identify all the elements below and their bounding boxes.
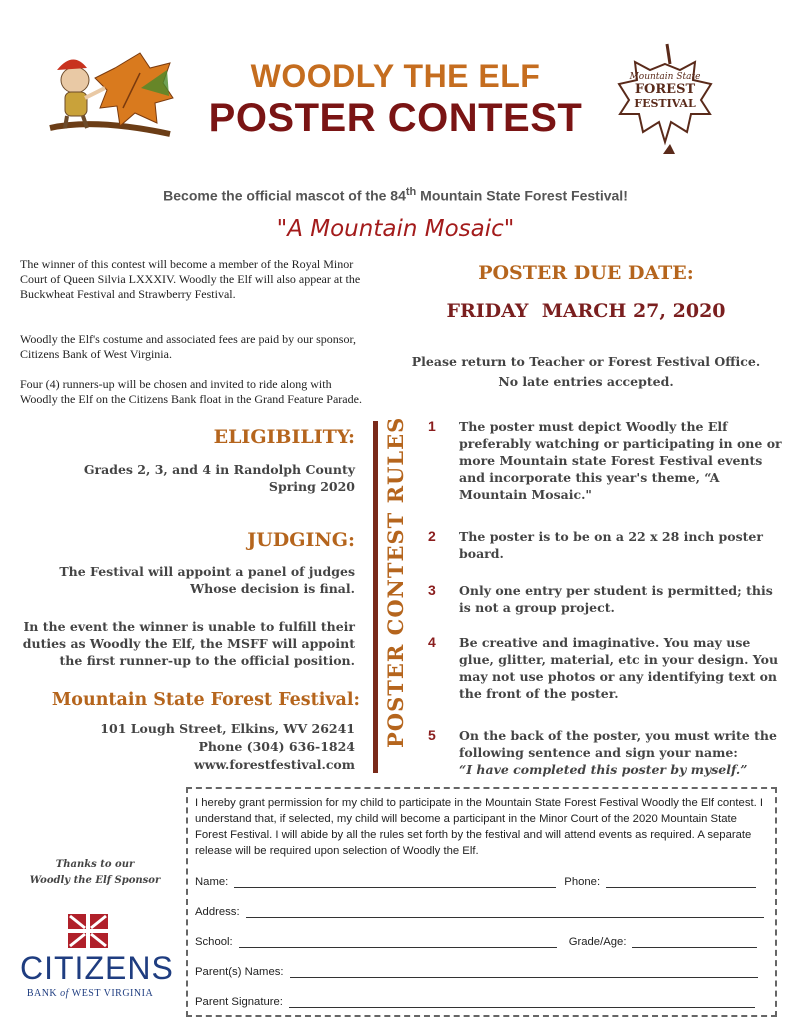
rule-text: The poster is to be on a 22 x 28 inch poster board.	[459, 529, 763, 561]
rule-number: 4	[428, 634, 436, 650]
grade-label: Grade/Age:	[568, 936, 627, 948]
parents-field[interactable]	[290, 966, 758, 978]
logo-line1: Mountain State	[629, 72, 701, 82]
return-line1: Please return to Teacher or Forest Festival Office.	[411, 354, 761, 369]
name-label: Name:	[195, 876, 229, 888]
festival-phone: Phone (304) 636-1824	[198, 739, 355, 754]
runners-up-paragraph: Four (4) runners-up will be chosen and invited to ride along with Woodly the Elf on the Citizens Bank float in the Grand Feature Parade.	[20, 377, 362, 406]
festival-website[interactable]: www.forestfestival.com	[194, 757, 355, 772]
title-line2: POSTER CONTEST	[208, 96, 583, 140]
intro-line: Become the official mascot of the 84th Mountain State Forest Festival!	[163, 186, 628, 204]
judging-line2: Whose decision is final.	[190, 581, 355, 596]
grade-field[interactable]	[632, 936, 757, 948]
rules-divider	[373, 421, 378, 773]
title-line1: WOODLY THE ELF	[250, 58, 541, 94]
phone-label: Phone:	[564, 876, 601, 888]
phone-field[interactable]	[606, 876, 756, 888]
school-field[interactable]	[239, 936, 557, 948]
eligibility-line1: Grades 2, 3, and 4 in Randolph County	[83, 462, 355, 477]
logo-line2: FOREST	[634, 82, 696, 97]
return-instructions	[410, 352, 762, 392]
due-date: FRIDAY MARCH 27, 2020	[446, 300, 726, 322]
rules-vertical-heading: POSTER CONTEST RULES	[383, 416, 408, 748]
address-row	[195, 906, 770, 918]
name-field[interactable]	[234, 876, 556, 888]
rule-number: 1	[428, 418, 436, 434]
permission-text: I hereby grant permission for my child to participate in the Mountain State Forest Festival Woodly the Elf contest. I understand that, if selected, my child will become a participant in the Minor Court of the 2020 Mountain State Forest Festival. I will abide by all the rules set forth by the festival and will attend events as required. A separate release will be required upon selection of Woodly the Elf.	[195, 797, 764, 857]
sponsor-thanks	[20, 857, 170, 889]
rule-text: Only one entry per student is permitted; this is not a group project.	[459, 583, 773, 615]
rule-text: On the back of the poster, you must write the following sentence and sign your name: “I have completed this poster by myself.”	[459, 728, 777, 777]
citizens-bank-name: CITIZENS	[20, 950, 174, 986]
parents-label: Parent(s) Names:	[195, 966, 284, 978]
parents-row	[195, 966, 770, 978]
school-row	[195, 936, 770, 948]
due-date-heading: POSTER DUE DATE:	[478, 262, 694, 284]
judging-line1: The Festival will appoint a panel of judges	[59, 564, 355, 579]
eligibility-heading: ELIGIBILITY:	[213, 426, 355, 448]
logo-line3: FESTIVAL	[634, 97, 696, 110]
rule-number: 3	[428, 582, 436, 598]
name-row	[195, 876, 770, 888]
rule-number: 5	[428, 727, 436, 743]
return-line2: No late entries accepted.	[498, 374, 674, 389]
thanks-line2: Woodly the Elf Sponsor	[29, 875, 161, 886]
signature-row	[195, 996, 770, 1008]
signature-label: Parent Signature:	[195, 996, 283, 1008]
school-label: School:	[195, 936, 233, 948]
citizens-bank-subtitle: BANK of WEST VIRGINIA	[26, 988, 154, 999]
signature-field[interactable]	[289, 996, 755, 1008]
rule-text: Be creative and imaginative. You may use glue, glitter, material, etc in your design. You may not use photos or any identifying text on the front of the poster.	[459, 635, 779, 701]
contest-theme: "A Mountain Mosaic"	[276, 216, 515, 242]
winner-paragraph: The winner of this contest will become a member of the Royal Minor Court of Queen Silvia LXXXIV. Woodly the Elf will also appear at the Buckwheat Festival and Strawberry Festival.	[20, 257, 361, 301]
address-label: Address:	[195, 906, 240, 918]
citizens-bank-logo-icon	[68, 914, 108, 948]
eligibility-line2: Spring 2020	[268, 479, 355, 494]
rule-text: The poster must depict Woodly the Elf preferably watching or participating in one or more Mountain state Forest Festival events and incorporate this year's theme, “A Mountain Mosaic."	[459, 419, 782, 502]
festival-address: 101 Lough Street, Elkins, WV 26241	[100, 721, 355, 736]
rule-number: 2	[428, 528, 436, 544]
festival-heading: Mountain State Forest Festival:	[51, 690, 360, 710]
judging-heading: JUDGING:	[247, 529, 355, 551]
costume-paragraph: Woodly the Elf's costume and associated fees are paid by our sponsor, Citizens Bank of West Virginia.	[20, 332, 356, 361]
thanks-line1: Thanks to our	[55, 859, 135, 870]
judging-paragraph: In the event the winner is unable to fulfill their duties as Woodly the Elf, the MSFF will appoint the first runner-up to the official position.	[22, 619, 355, 668]
address-field[interactable]	[246, 906, 764, 918]
